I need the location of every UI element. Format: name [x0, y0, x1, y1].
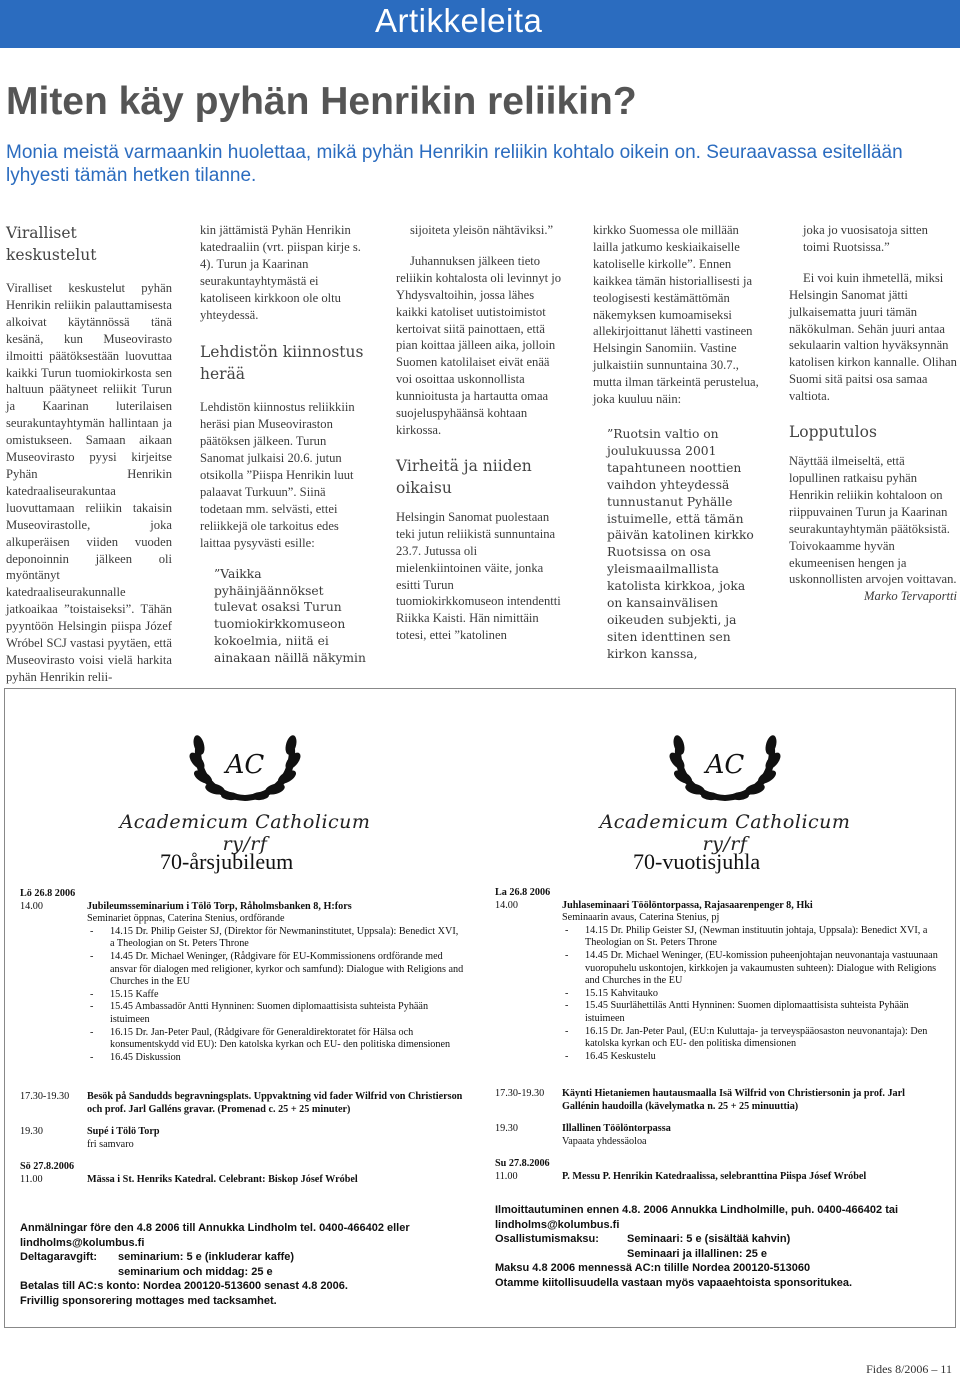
- program-description: 15.45 Suurlähettiläs Antti Hynninen: Suomen diplomaattisista suhteista Pyhään istuimeen: [585, 1000, 909, 1024]
- event-advertisement-box: [4, 688, 956, 1328]
- program-time: Sö 27.8.2006: [20, 1161, 75, 1173]
- subheading-lehdisto: Lehdistön kiinnostus herää: [200, 343, 364, 384]
- program-time: -: [565, 1025, 569, 1037]
- ac-logo-right: [575, 725, 875, 865]
- registration-fi-line-1: Ilmoittautuminen ennen 4.8. 2006 Annukka Lindholmille, puh. 0400-466402 tai lindholms@kolumbus.fi: [495, 1204, 899, 1231]
- program-time: 11.00: [20, 1173, 43, 1185]
- program-description: Seminaarin avaus, Caterina Stenius, pj: [562, 912, 720, 924]
- program-time: Lö 26.8 2006: [20, 888, 76, 899]
- program-time: [20, 1139, 87, 1152]
- program-time: -: [90, 925, 94, 937]
- program-time: La 26.8 2006: [495, 887, 551, 898]
- jubilee-heading-sv: 70-årsjubileum: [160, 849, 294, 874]
- sponsoring-sv: Frivillig sponsorering mottages med tacksamhet.: [20, 1294, 277, 1307]
- program-description: 16.15 Dr. Jan-Peter Paul, (Rådgivare för Generaldirektoratet för Hälsa och konsumentskydd vid EU): Den katolska kyrkan och EU- den politiska dimensionen: [110, 1026, 451, 1051]
- program-sv: [20, 888, 465, 1064]
- program-time: 17.30-19.30: [20, 1091, 70, 1102]
- program-row: [20, 1091, 465, 1116]
- program-description: Käynti Hietaniemen hautausmaalla Isä Wilfrid von Christiersonin ja prof. Jarl Gallénin haudoilla (kävelymatka n. 25 + 25 minuuttia): [562, 1088, 906, 1112]
- subheading-viralliset: Viralliset keskustelut: [6, 224, 97, 264]
- registration-sv: [20, 1221, 470, 1308]
- program-time: 14.00: [20, 900, 43, 912]
- program-description: Jubileumsseminarium i Tölö Torp, Råholmsbanken 8, H:fors: [87, 900, 352, 912]
- program-fi: [495, 887, 940, 1063]
- column-2-quote: ”Vaikka pyhäinjäännökset tulevat osaksi Turun tuomiokirkkomuseon kokoelmia, niitä ei ainakaan näillä näkymin: [214, 566, 366, 666]
- org-name-left: Academicum Catholicum ry/rf: [119, 811, 371, 855]
- program-description: Besök på Sandudds begravningsplats. Uppvaktning vid fader Wilfrid von Christierson och prof. Jarl Galléns gravar. (Promenad c. 25 + 25 minuter): [87, 1091, 463, 1115]
- program-row: [495, 1088, 940, 1113]
- program-time: [495, 1136, 562, 1149]
- column-2-text-1: kin jättämistä Pyhän Henrikin katedraaliin (vrt. piispan kirje s. 4). Turun ja Kaarinan seurakuntayhtymästä ei katoliseen kirkkoon ole oltu yhteydessä.: [200, 223, 361, 322]
- fee-sv-seminar: seminarium: 5 e (inkluderar kaffe): [118, 1251, 295, 1263]
- program-row: [20, 1139, 465, 1152]
- sponsoring-fi: Otamme kiitollisuudella vastaan myös vapaaehtoista sponsoritukea.: [495, 1276, 853, 1289]
- article-title: Miten käy pyhän Henrikin reliikin?: [6, 80, 637, 123]
- program-row: [495, 900, 940, 913]
- column-5-text-3: Näyttää ilmeiseltä, että lopullinen ratkaisu pyhän Henrikin reliikin kohtaloon on riippuvainen Turun ja Kaarinan seurakuntayhtymän päätöksistä. Toivokaamme hyvän ekumeenisen hengen ja uskonnollisten arvojen voittavan.: [789, 454, 957, 587]
- program-time: -: [565, 1000, 569, 1012]
- program-description: Seminariet öppnas, Caterina Stenius, ordförande: [87, 913, 285, 925]
- fee-fi-row: [495, 1232, 945, 1247]
- program-gap: [20, 1151, 465, 1161]
- column-3-text-3: Helsingin Sanomat puolestaan teki jutun reliikistä sunnuntaina 23.7. Jutussa oli mielenkiintoinen väite, jonka esitti Turun tuomiokirkkomuseon intendentti Riikka Kaisti. Hän nimittäin totesi, ettei ”katolinen: [396, 509, 561, 643]
- program-row: [20, 1174, 465, 1187]
- program-row: [20, 989, 465, 1002]
- article-column-5: [789, 222, 957, 605]
- program-row: [20, 1027, 465, 1052]
- program-time: 17.30-19.30: [495, 1088, 545, 1099]
- payment-fi: Maksu 4.8 2006 mennessä AC:n tilille Nordea 200120-513060: [495, 1262, 811, 1274]
- program-description: Mässa i St. Henriks Katedral. Celebrant: Biskop Jósef Wróbel: [87, 1173, 358, 1185]
- program-sv-evening: [20, 1091, 465, 1187]
- fee-sv-row: [20, 1250, 470, 1265]
- program-time: 14.00: [495, 899, 518, 911]
- program-description: fri samvaro: [87, 1138, 134, 1150]
- jubilee-heading-fi: 70-vuotisjuhla: [633, 849, 761, 874]
- program-row: [495, 887, 940, 900]
- program-time: [20, 913, 87, 926]
- program-description: Supé i Tölö Torp: [87, 1126, 160, 1138]
- program-time: -: [565, 924, 569, 936]
- fee-sv-label: Deltagaravgift:: [20, 1251, 98, 1263]
- program-description: 15.15 Kaffe: [110, 988, 159, 1000]
- program-time: -: [90, 988, 94, 1000]
- program-time: -: [565, 949, 569, 961]
- column-3-text-2: Juhannuksen jälkeen tieto reliikin kohtalosta oli levinnyt jo Yhdysvaltoihin, jossa lähes kaikki katoliset uutistoimistot kertoivat siitä painottaen, että pian koittaa jälleen aika, jolloin Suomen katolilaiset eivät enää voi osoittaa uskonnollista kunnioitusta ja hartautta omaa suojeluspyhäänsä kohtaan kirkossa.: [396, 253, 562, 437]
- program-time: -: [565, 1050, 569, 1062]
- program-row: [20, 1001, 465, 1026]
- program-row: [20, 1161, 465, 1174]
- program-row: [495, 1171, 940, 1184]
- program-row: [495, 1158, 940, 1171]
- program-time: 11.00: [495, 1170, 518, 1182]
- section-header-bar: [0, 0, 960, 48]
- fee-fi-label: Osallistumismaksu:: [495, 1233, 599, 1245]
- program-description: P. Messu P. Henrikin Katedraalissa, selebranttina Piispa Jósef Wróbel: [562, 1170, 867, 1182]
- subheading-lopputulos: Lopputulos: [789, 423, 877, 442]
- program-row: [20, 951, 465, 989]
- ac-logo-letters: AC: [225, 750, 265, 780]
- program-description: Illallinen Töölöntorpassa: [562, 1123, 671, 1135]
- subheading-virheita: Virheitä ja niiden oikaisu: [396, 456, 532, 497]
- column-5-text-1: joka jo vuosisatoja sitten toimi Ruotsissa.”: [803, 223, 928, 254]
- program-time: [495, 912, 562, 925]
- program-row: [495, 1123, 940, 1136]
- laurel-wreath-icon: [665, 725, 785, 805]
- program-description: 15.45 Ambassadör Antti Hynninen: Suomen diplomaattisista suhteista Pyhään istuimeen: [110, 1001, 429, 1025]
- laurel-wreath-icon: [185, 725, 305, 805]
- article-column-3: [396, 222, 564, 644]
- program-row: [495, 950, 940, 988]
- payment-sv: Betalas till AC:s konto: Nordea 200120-513600 senast 4.8 2006.: [20, 1280, 348, 1292]
- program-gap: [495, 1148, 940, 1158]
- article-lead: Monia meistä varmaankin huolettaa, mikä pyhän Henrikin reliikin kohtalo oikein on. Seuraavassa esitellään lyhyesti tämän hetken tilanne.: [6, 142, 903, 186]
- program-row: [20, 913, 465, 926]
- registration-fi: [495, 1203, 945, 1290]
- fee-fi-dinner: Seminaari ja illallinen: 25 e: [627, 1247, 768, 1260]
- program-time: -: [90, 1001, 94, 1013]
- column-2-text-2: Lehdistön kiinnostus reliikkiin heräsi pian Museoviraston päätöksen jälkeen. Turun Sanomat julkaisi 20.6. jutun otsikolla ”Piispa Henrikin luut palaavat Turkuun”. Siinä todetaan mm. selvästi, ettei reliikkejä ole tarkoitus edes laittaa pysyvästi esille:: [200, 400, 355, 550]
- program-description: 14.15 Dr. Philip Geister SJ, (Direktor för Newmaninstitutet, Uppsala): Benedict XVI, a Theologian on St. Peters Throne: [110, 925, 459, 950]
- program-time: -: [565, 987, 569, 999]
- program-fi-evening: [495, 1088, 940, 1184]
- column-5-text-2: Ei voi kuin ihmetellä, miksi Helsingin Sanomat jätti julkaisematta juuri tämän näkökulman. Sehän juuri antaa sekulaarin valtion hyväksynnän katolisen kirkon kannalle. Olihan Suomi sitä paitsi osa samaa valtiota.: [789, 270, 957, 404]
- program-time: Su 27.8.2006: [495, 1158, 550, 1170]
- section-title: Artikkeleita: [375, 2, 543, 39]
- column-3-text-1: sijoiteta yleisön nähtäviksi.”: [410, 223, 554, 237]
- ac-logo-letters: AC: [705, 750, 745, 780]
- program-description: 14.15 Dr. Philip Geister SJ, (Newman instituutin johtaja, Uppsala): Benedict XVI, a Theologian on St. Peters Throne: [585, 924, 928, 949]
- program-gap: [20, 1116, 465, 1126]
- program-description: 16.45 Keskustelu: [585, 1050, 656, 1062]
- program-row: [20, 888, 465, 901]
- article-column-2: [200, 222, 367, 667]
- registration-sv-line-1: Anmälningar före den 4.8 2006 till Annukka Lindholm tel. 0400-466402 eller lindholms@kolumbus.fi: [20, 1222, 410, 1249]
- program-gap: [495, 1113, 940, 1123]
- program-description: Vapaata yhdessäoloa: [562, 1135, 647, 1147]
- program-description: 14.45 Dr. Michael Weninger, (Rådgivare för EU-Kommissionens ordförande med ansvar för dialogen med religioner, kyrkor och samfund): Dialogue with Religions and Churches in the EU: [110, 950, 464, 988]
- program-description: 16.45 Diskussion: [110, 1051, 181, 1063]
- program-row: [495, 1000, 940, 1025]
- program-row: [20, 926, 465, 951]
- program-description: 16.15 Dr. Jan-Peter Paul, (EU:n Kuluttaja- ja terveyspääosaston neuvonantaja): Den katolska kyrkan och EU- den politiska dimensionen: [585, 1025, 928, 1050]
- fee-sv-dinner: seminarium och middag: 25 e: [118, 1265, 273, 1278]
- program-row: [20, 1052, 465, 1065]
- program-time: 19.30: [495, 1123, 518, 1135]
- program-row: [495, 925, 940, 950]
- column-1-text: Viralliset keskustelut pyhän Henrikin reliikin palauttamisesta alkoivat käytännössä tänä kesänä, kun Museovirasto ilmoitti päätöksestään luovuttaa kaikki Turun tuomiokirkosta sen haltuun päätyneet reliikit Turun ja Kaarinan luterilaisen seurakuntayhtymän hallintaan ja omistukseen. Samaan aikaan Museovirasto pyysi kirjeitse Pyhän Henrikin katedraaliseurakuntaa luovuttamaan reliikin takaisin Museovirastolle, joka alkuperäisen viiden vuoden deponoinnin jälkeen oli myöntänyt katedraaliseurakunnalle jatkoaikaa ”toistaiseksi”. Tähän pyyntöön Helsingin piispa Józef Wróbel SCJ vastasi pyytäen, että Museovirasto voisi vielä harkita pyhän Henrikin relii-: [6, 281, 172, 684]
- program-time: 19.30: [20, 1126, 43, 1138]
- column-4-quote: ”Ruotsin valtio on joulukuussa 2001 tapahtuneen noottien vaihdon yhteydessä tunnustanut Pyhälle istuimelle, että tämän päivän katolinen kirkko Ruotsissa on osa yleismaailmallista katolista kirkkoa, joka on kansainvälisen oikeuden subjekti, ja siten identtinen sen kirkon kanssa,: [607, 426, 754, 661]
- program-row: [495, 1026, 940, 1051]
- page-footer: Fides 8/2006 – 11: [866, 1362, 952, 1376]
- ac-logo-left: [95, 725, 395, 865]
- program-time: -: [90, 1026, 94, 1038]
- article-column-4: [593, 222, 761, 663]
- program-time: -: [90, 950, 94, 962]
- fee-fi-seminar: Seminaari: 5 e (sisältää kahvin): [627, 1233, 791, 1245]
- program-row: [20, 901, 465, 914]
- program-row: [495, 988, 940, 1001]
- program-row: [20, 1126, 465, 1139]
- article-signature: Marko Tervaportti: [864, 589, 957, 604]
- program-row: [495, 1051, 940, 1064]
- program-row: [495, 912, 940, 925]
- program-description: 14.45 Dr. Michael Weninger, (EU-komission puheenjohtajan neuvonantaja vastuunaan vuoropuhelu uskontojen, kirkkojen ja vakaumusten suhteen): Dialogue with Religions and Churches in the EU: [585, 949, 938, 987]
- article-column-1: [6, 222, 172, 686]
- column-4-text-1: kirkko Suomessa ole millään lailla jatkumo keskiaikaiselle katoliselle kirkolle”. Ennen kaikkea tämän historiallisesti ja teologisesti kestämättömän näkemyksen kumoamiseksi allekirjoittanut lähetti vastineen Helsingin Sanomiin. Vastine julkaistiin sunnuntaina 30.7., mutta ilman tärkeintä perustelua, joka kuuluu näin:: [593, 223, 759, 407]
- org-name-right: Academicum Catholicum ry/rf: [599, 811, 851, 855]
- program-description: Juhlaseminaari Töölöntorpassa, Rajasaarenpenger 8, Hki: [562, 899, 813, 911]
- program-row: [495, 1136, 940, 1149]
- program-description: 15.15 Kahvitauko: [585, 987, 658, 999]
- program-time: -: [90, 1051, 94, 1063]
